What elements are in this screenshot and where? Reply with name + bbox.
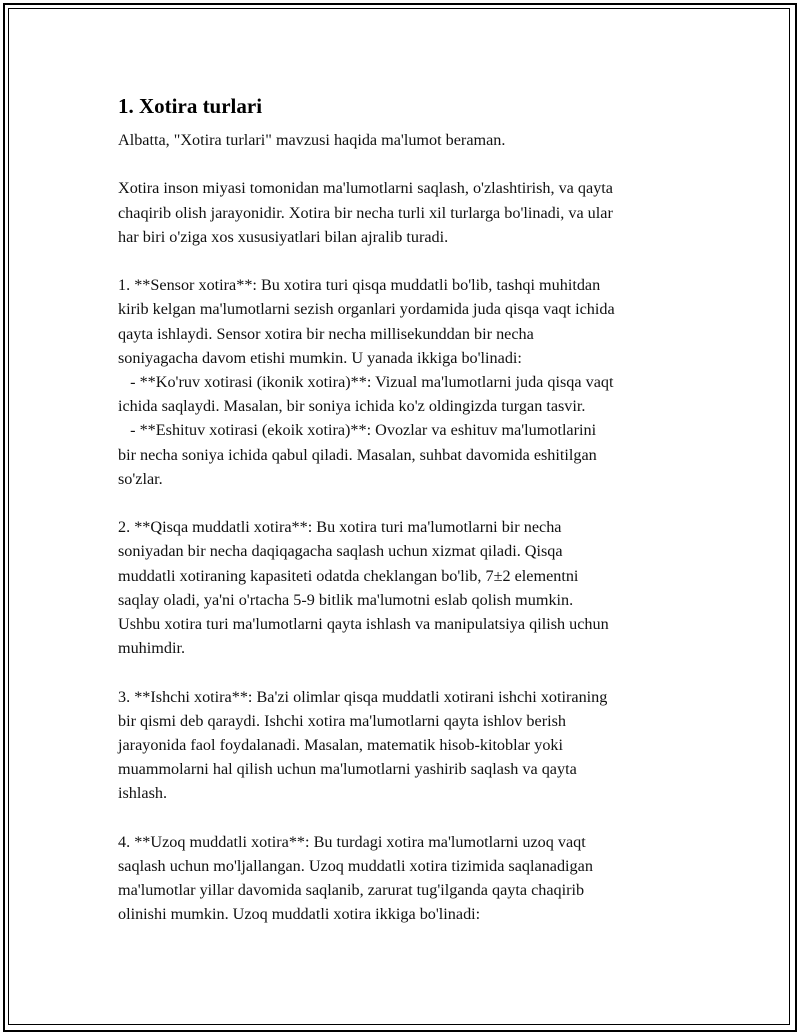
document-text (118, 128, 688, 927)
paragraph-gap (118, 806, 688, 830)
text-line: Albatta, "Xotira turlari" mavzusi haqida ma'lumot beraman. (118, 131, 506, 149)
text-line: har biri o'ziga xos xususiyatlari bilan ajralib turadi. (118, 227, 449, 246)
text-line: 2. **Qisqa muddatli xotira**: Bu xotira turi ma'lumotlarni bir necha (118, 518, 562, 537)
text-line: ma'lumotlar yillar davomida saqlanib, zarurat tug'ilganda qayta chaqirib (118, 881, 585, 900)
text-line: - **Eshituv xotirasi (ekoik xotira)**: Ovozlar va eshituv ma'lumotlarini (118, 421, 597, 440)
text-line: ichida saqlaydi. Masalan, bir soniya ichida ko'z oldingizda turgan tasvir. (118, 397, 586, 416)
paragraph-gap (118, 660, 688, 684)
document-body (118, 92, 688, 927)
text-line: bir necha soniya ichida qabul qiladi. Masalan, suhbat davomida eshitilgan (118, 445, 597, 464)
text-line: ishlash. (118, 784, 168, 803)
text-line: bir qismi deb qaraydi. Ishchi xotira ma'lumotlarni qayta ishlov berish (118, 711, 566, 730)
text-line: Xotira inson miyasi tomonidan ma'lumotlarni saqlash, o'zlashtirish, va qayta (118, 179, 613, 198)
text-line: muhimdir. (118, 639, 186, 658)
text-line: 1. **Sensor xotira**: Bu xotira turi qisqa muddatli bo'lib, tashqi muhitdan (118, 276, 601, 295)
text-line: Ushbu xotira turi ma'lumotlarni qayta ishlash va manipulatsiya qilish uchun (118, 615, 609, 634)
text-line: muammolarni hal qilish uchun ma'lumotlarni yashirib saqlash va qayta (118, 760, 577, 779)
text-line: muddatli xotiraning kapasiteti odatda cheklangan bo'lib, 7±2 elementni (118, 566, 579, 585)
paragraph-gap (118, 152, 688, 176)
text-line: qayta ishlaydi. Sensor xotira bir necha millisekunddan bir necha (118, 324, 534, 343)
paragraph-gap (118, 491, 688, 515)
text-line: jarayonida faol foydalanadi. Masalan, matematik hisob-kitoblar yoki (118, 736, 564, 755)
text-line: so'zlar. (118, 469, 163, 488)
document-title: 1. Xotira turlari (118, 94, 263, 118)
text-line: saqlay oladi, ya'ni o'rtacha 5-9 bitlik ma'lumotni eslab qolish mumkin. (118, 590, 574, 609)
text-line: saqlash uchun mo'ljallangan. Uzoq muddatli xotira tizimida saqlanadigan (118, 857, 593, 876)
text-line: soniyadan bir necha daqiqagacha saqlash uchun xizmat qiladi. Qisqa (118, 542, 563, 561)
text-line: 4. **Uzoq muddatli xotira**: Bu turdagi xotira ma'lumotlarni uzoq vaqt (118, 832, 586, 851)
paragraph-gap (118, 249, 688, 273)
text-line: chaqirib olish jarayonidir. Xotira bir necha turli xil turlarga bo'linadi, va ular (118, 203, 613, 222)
text-line: kirib kelgan ma'lumotlarni sezish organlari yordamida juda qisqa vaqt ichida (118, 300, 615, 319)
text-line: soniyagacha davom etishi mumkin. U yanada ikkiga bo'linadi: (118, 348, 522, 367)
text-line: olinishi mumkin. Uzoq muddatli xotira ikkiga bo'linadi: (118, 905, 481, 924)
text-line: - **Ko'ruv xotirasi (ikonik xotira)**: Vizual ma'lumotlarni juda qisqa vaqt (118, 373, 614, 391)
text-line: 3. **Ishchi xotira**: Ba'zi olimlar qisqa muddatli xotirani ishchi xotiraning (118, 687, 608, 706)
